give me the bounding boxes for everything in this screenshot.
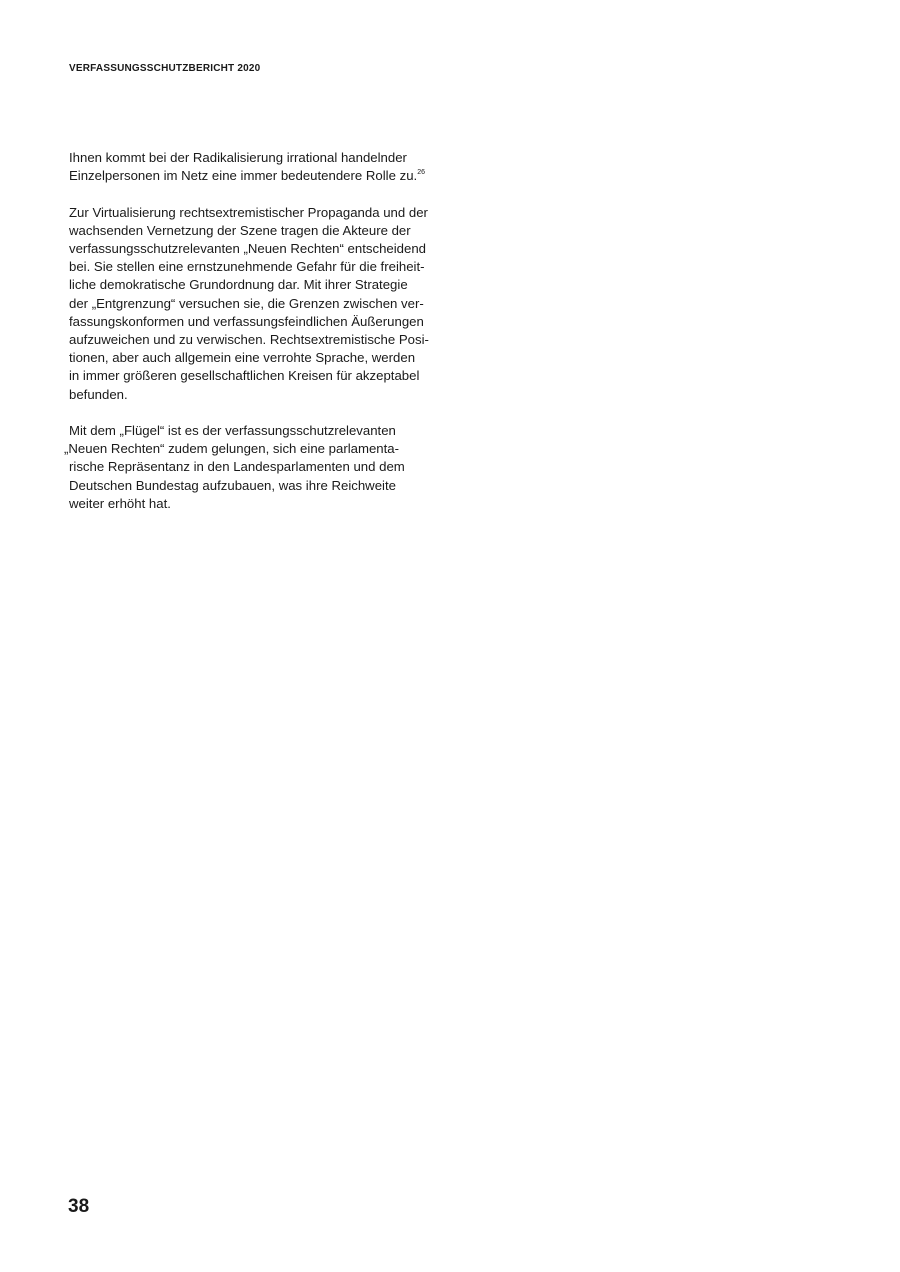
footnote-reference[interactable]: 26	[417, 169, 425, 177]
running-header: VERFASSUNGSSCHUTZBERICHT 2020	[69, 63, 261, 74]
text-line: in immer größeren gesellschaftlichen Kreisen für akzeptabel	[69, 368, 420, 384]
text-line: weiter erhöht hat.	[69, 495, 171, 511]
text-line: befunden.	[69, 386, 128, 402]
text-line: aufzuweichen und zu verwischen. Rechtsextremistische Posi-	[69, 332, 429, 348]
text-line: Zur Virtualisierung rechtsextremistischer Propaganda und der	[69, 204, 428, 220]
text-line	[69, 167, 441, 185]
text-line: Mit dem „Flügel“ ist es der verfassungsschutzrelevanten	[69, 423, 396, 439]
text-line: „Neuen Rechten“ zudem gelungen, sich eine parlamenta-	[64, 441, 400, 457]
text-line: tionen, aber auch allgemein eine verrohte Sprache, werden	[69, 350, 416, 366]
paragraph-3	[64, 422, 441, 513]
paragraph-1	[69, 149, 441, 185]
text-line-content: Einzelpersonen im Netz eine immer bedeutendere Rolle zu.	[69, 168, 418, 184]
text-line: verfassungsschutzrelevanten „Neuen Rechten“ entscheidend	[69, 241, 427, 256]
text-line: fassungskonformen und verfassungsfeindlichen Äußerungen	[69, 313, 424, 329]
text-line: wachsenden Vernetzung der Szene tragen die Akteure der	[69, 222, 411, 238]
body-text	[64, 149, 441, 531]
text-line: bei. Sie stellen eine ernstzunehmende Gefahr für die freiheit-	[69, 259, 425, 275]
text-line: der „Entgrenzung“ versuchen sie, die Grenzen zwischen ver-	[69, 295, 424, 311]
text-line: rische Repräsentanz in den Landesparlamenten und dem	[69, 459, 405, 475]
paragraph-2	[69, 204, 441, 404]
text-line: Deutschen Bundestag aufzubauen, was ihre Reichweite	[69, 477, 396, 493]
text-line: Ihnen kommt bei der Radikalisierung irrational handelnder	[69, 150, 407, 165]
page-number: 38	[68, 1196, 90, 1217]
text-line: liche demokratische Grundordnung dar. Mit ihrer Strategie	[69, 277, 408, 293]
